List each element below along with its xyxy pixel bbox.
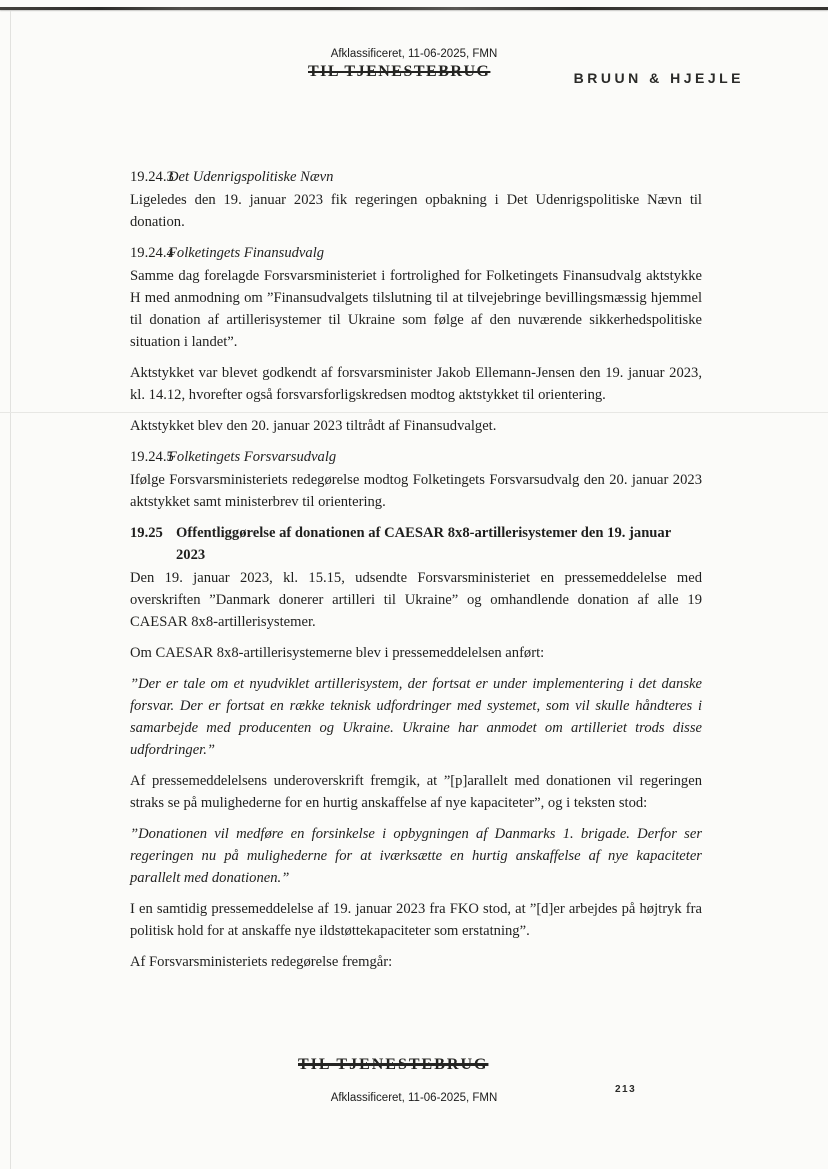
header-declassification-note: Afklassificeret, 11-06-2025, FMN [330, 48, 498, 60]
footer-classification-marking-struck: TIL TJENESTEBRUG [298, 1056, 489, 1073]
bruun-hjejle-logo: BRUUN & HJEJLE [573, 70, 744, 86]
subsection-heading-19-24-5 [130, 446, 702, 468]
section-number: 19.24.3 [130, 169, 174, 185]
paragraph-underoverskrift: Af pressemeddelelsens underoverskrift fremgik, at ”[p]arallelt med donationen vil regeringen straks se på mulighederne for en hurtig anskaffelse af nye kapaciteter”, og i teksten stod: [130, 773, 702, 811]
paragraph-pressemeddelelse: Den 19. januar 2023, kl. 15.15, udsendte Forsvarsministeriet en pressemeddelelse med overskriften ”Danmark donerer artilleri til Ukraine” og omhandlende donation af alle 19 CAESAR 8x8-artillerisystemer. [130, 570, 702, 630]
section-number: 19.24.4 [130, 245, 174, 261]
page-number: 213 [615, 1084, 637, 1095]
section-title: Folketingets Finansudvalg [168, 245, 325, 261]
subsection-heading-19-24-4 [130, 242, 702, 264]
paragraph-aktstykke: Samme dag forelagde Forsvarsministeriet i fortrolighed for Folketingets Finansudvalg aktstykke H med anmodning om ”Finansudvalgets tilslutning til at tilvejebringe bevillingsmæssig hjemmel til donation af artillerisystemer til Ukraine som følge af den nuværende sikkerhedspolitiske situation i landet”. [130, 268, 702, 350]
section-number: 19.25 [130, 525, 163, 541]
subsection-heading-19-24-3 [130, 166, 702, 188]
section-number: 19.24.5 [130, 449, 174, 465]
section-heading-19-25 [130, 522, 702, 566]
paragraph-fko: I en samtidig pressemeddelelse af 19. januar 2023 fra FKO stod, at ”[d]er arbejdes på højtryk fra politisk hold for at anskaffe nye ildstøttekapaciteter som erstatning”. [130, 901, 702, 939]
quote-artillerisystem: ”Der er tale om et nyudviklet artillerisystem, der fortsat er under implementering i det danske forsvar. Der er fortsat en række teknisk udfordringer med systemet, som vil skulle håndteres i samarbejde med producenten og Ukraine. Ukraine har anmodet om artilleriet trods disse udfordringer.” [130, 676, 702, 758]
paragraph-forsvarsudvalg: Ifølge Forsvarsministeriets redegørelse modtog Folketingets Forsvarsudvalg den 20. januar 2023 aktstykket samt ministerbrev til orientering. [130, 472, 702, 510]
scan-artifact-left-line [10, 11, 11, 1169]
paragraph-tiltraadt: Aktstykket blev den 20. januar 2023 tiltrådt af Finansudvalget. [130, 418, 497, 434]
paragraph-redegoerelse: Af Forsvarsministeriets redegørelse fremgår: [130, 954, 393, 970]
paragraph-godkendt: Aktstykket var blevet godkendt af forsvarsminister Jakob Ellemann-Jensen den 19. januar 2023, kl. 14.12, hvorefter også forsvarsforligskredsen modtog aktstykket til orientering. [130, 365, 702, 403]
quote-donationen: ”Donationen vil medføre en forsinkelse i opbygningen af Danmarks 1. brigade. Derfor ser regeringen nu på mulighederne for at iværksætte en hurtig anskaffelse af nye kapaciteter parallelt med donationen.” [130, 826, 702, 886]
header-classification-marking-struck: TIL TJENESTEBRUG [308, 63, 491, 80]
section-title: Det Udenrigspolitiske Nævn [168, 169, 334, 185]
section-title: Offentliggørelse af donationen af CAESAR 8x8-artillerisystemer den 19. januar 2023 [176, 525, 671, 563]
document-body [130, 166, 702, 982]
footer-declassification-note: Afklassificeret, 11-06-2025, FMN [330, 1092, 498, 1104]
paragraph-naevn: Ligeledes den 19. januar 2023 fik regeringen opbakning i Det Udenrigspolitiske Nævn til donation. [130, 192, 702, 230]
scan-artifact-top-edge [0, 7, 828, 10]
section-title: Folketingets Forsvarsudvalg [168, 449, 337, 465]
paragraph-anfoert: Om CAESAR 8x8-artillerisystemerne blev i pressemeddelelsen anført: [130, 645, 545, 661]
